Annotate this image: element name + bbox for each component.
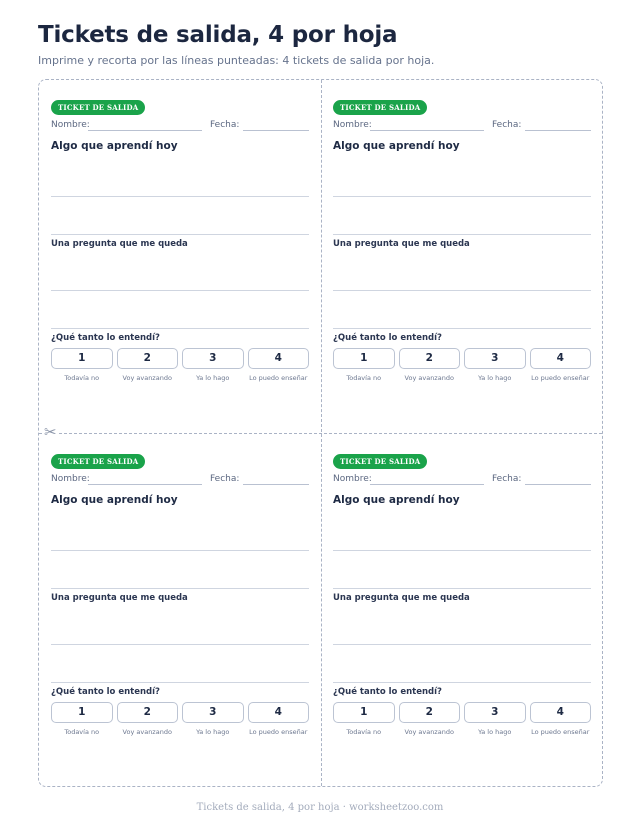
prompt-understanding: ¿Qué tanto lo entendí? bbox=[333, 333, 442, 343]
answer-line[interactable] bbox=[51, 550, 309, 551]
answer-line[interactable] bbox=[333, 682, 591, 683]
ticket-badge: TICKET DE SALIDA bbox=[333, 100, 427, 115]
understanding-scale bbox=[333, 348, 591, 382]
understanding-scale bbox=[51, 702, 309, 736]
scale-option-2[interactable]: 2 bbox=[117, 348, 179, 369]
date-label: Fecha: bbox=[492, 474, 522, 484]
answer-line[interactable] bbox=[51, 196, 309, 197]
exit-ticket-2 bbox=[321, 80, 603, 433]
prompt-learned: Algo que aprendí hoy bbox=[51, 494, 178, 506]
prompt-learned: Algo que aprendí hoy bbox=[333, 140, 460, 152]
scale-caption-3: Ya lo hago bbox=[196, 728, 230, 736]
scale-caption-4: Lo puedo enseñar bbox=[531, 728, 590, 736]
answer-line[interactable] bbox=[333, 550, 591, 551]
ticket-sheet bbox=[38, 79, 603, 787]
scale-caption-1: Todavía no bbox=[64, 728, 100, 736]
scale-caption-4: Lo puedo enseñar bbox=[249, 728, 308, 736]
prompt-question: Una pregunta que me queda bbox=[333, 239, 470, 249]
prompt-question: Una pregunta que me queda bbox=[51, 239, 188, 249]
exit-ticket-1 bbox=[39, 80, 321, 433]
scale-option-1[interactable]: 1 bbox=[51, 702, 113, 723]
name-label: Nombre: bbox=[51, 120, 90, 130]
name-date-row bbox=[51, 120, 309, 134]
answer-line[interactable] bbox=[333, 196, 591, 197]
answer-line[interactable] bbox=[51, 588, 309, 589]
scale-caption-4: Lo puedo enseñar bbox=[249, 374, 308, 382]
scale-option-1[interactable]: 1 bbox=[333, 348, 395, 369]
name-field[interactable] bbox=[88, 484, 202, 485]
name-label: Nombre: bbox=[333, 120, 372, 130]
scale-option-3[interactable]: 3 bbox=[464, 348, 526, 369]
understanding-scale bbox=[51, 348, 309, 382]
date-field[interactable] bbox=[525, 484, 591, 485]
scale-caption-4: Lo puedo enseñar bbox=[531, 374, 590, 382]
ticket-badge: TICKET DE SALIDA bbox=[51, 100, 145, 115]
page-title: Tickets de salida, 4 por hoja bbox=[38, 22, 398, 48]
scale-caption-3: Ya lo hago bbox=[478, 374, 512, 382]
scale-caption-2: Voy avanzando bbox=[404, 374, 454, 382]
answer-line[interactable] bbox=[333, 644, 591, 645]
date-label: Fecha: bbox=[210, 120, 240, 130]
date-field[interactable] bbox=[243, 130, 309, 131]
scale-caption-2: Voy avanzando bbox=[122, 728, 172, 736]
name-date-row bbox=[333, 474, 591, 488]
date-label: Fecha: bbox=[210, 474, 240, 484]
name-field[interactable] bbox=[370, 484, 484, 485]
name-label: Nombre: bbox=[51, 474, 90, 484]
page-footer: Tickets de salida, 4 por hoja · worksheetzoo.com bbox=[196, 802, 444, 813]
exit-ticket-3 bbox=[39, 434, 321, 787]
answer-line[interactable] bbox=[51, 644, 309, 645]
ticket-badge: TICKET DE SALIDA bbox=[51, 454, 145, 469]
date-label: Fecha: bbox=[492, 120, 522, 130]
scale-caption-1: Todavía no bbox=[346, 728, 382, 736]
scale-caption-2: Voy avanzando bbox=[122, 374, 172, 382]
prompt-question: Una pregunta que me queda bbox=[333, 593, 470, 603]
answer-line[interactable] bbox=[51, 234, 309, 235]
scale-option-4[interactable]: 4 bbox=[248, 702, 310, 723]
name-field[interactable] bbox=[88, 130, 202, 131]
scale-option-1[interactable]: 1 bbox=[333, 702, 395, 723]
answer-line[interactable] bbox=[51, 682, 309, 683]
prompt-learned: Algo que aprendí hoy bbox=[51, 140, 178, 152]
scale-caption-1: Todavía no bbox=[346, 374, 382, 382]
prompt-question: Una pregunta que me queda bbox=[51, 593, 188, 603]
scale-option-2[interactable]: 2 bbox=[399, 348, 461, 369]
prompt-understanding: ¿Qué tanto lo entendí? bbox=[51, 687, 160, 697]
scale-option-3[interactable]: 3 bbox=[182, 702, 244, 723]
understanding-scale bbox=[333, 702, 591, 736]
scale-caption-3: Ya lo hago bbox=[196, 374, 230, 382]
prompt-understanding: ¿Qué tanto lo entendí? bbox=[51, 333, 160, 343]
scale-option-2[interactable]: 2 bbox=[117, 702, 179, 723]
scale-caption-3: Ya lo hago bbox=[478, 728, 512, 736]
date-field[interactable] bbox=[243, 484, 309, 485]
scale-caption-2: Voy avanzando bbox=[404, 728, 454, 736]
scale-caption-1: Todavía no bbox=[64, 374, 100, 382]
date-field[interactable] bbox=[525, 130, 591, 131]
answer-line[interactable] bbox=[51, 290, 309, 291]
name-date-row bbox=[51, 474, 309, 488]
scale-option-4[interactable]: 4 bbox=[530, 702, 592, 723]
exit-ticket-4 bbox=[321, 434, 603, 787]
answer-line[interactable] bbox=[333, 290, 591, 291]
answer-line[interactable] bbox=[333, 328, 591, 329]
prompt-learned: Algo que aprendí hoy bbox=[333, 494, 460, 506]
scale-option-2[interactable]: 2 bbox=[399, 702, 461, 723]
ticket-badge: TICKET DE SALIDA bbox=[333, 454, 427, 469]
scale-option-4[interactable]: 4 bbox=[248, 348, 310, 369]
name-label: Nombre: bbox=[333, 474, 372, 484]
name-date-row bbox=[333, 120, 591, 134]
name-field[interactable] bbox=[370, 130, 484, 131]
scale-option-1[interactable]: 1 bbox=[51, 348, 113, 369]
prompt-understanding: ¿Qué tanto lo entendí? bbox=[333, 687, 442, 697]
scale-option-3[interactable]: 3 bbox=[464, 702, 526, 723]
scale-option-4[interactable]: 4 bbox=[530, 348, 592, 369]
page-subtitle: Imprime y recorta por las líneas punteadas: 4 tickets de salida por hoja. bbox=[38, 54, 435, 67]
answer-line[interactable] bbox=[333, 234, 591, 235]
answer-line[interactable] bbox=[333, 588, 591, 589]
answer-line[interactable] bbox=[51, 328, 309, 329]
scissors-icon: ✂ bbox=[44, 423, 57, 441]
scale-option-3[interactable]: 3 bbox=[182, 348, 244, 369]
